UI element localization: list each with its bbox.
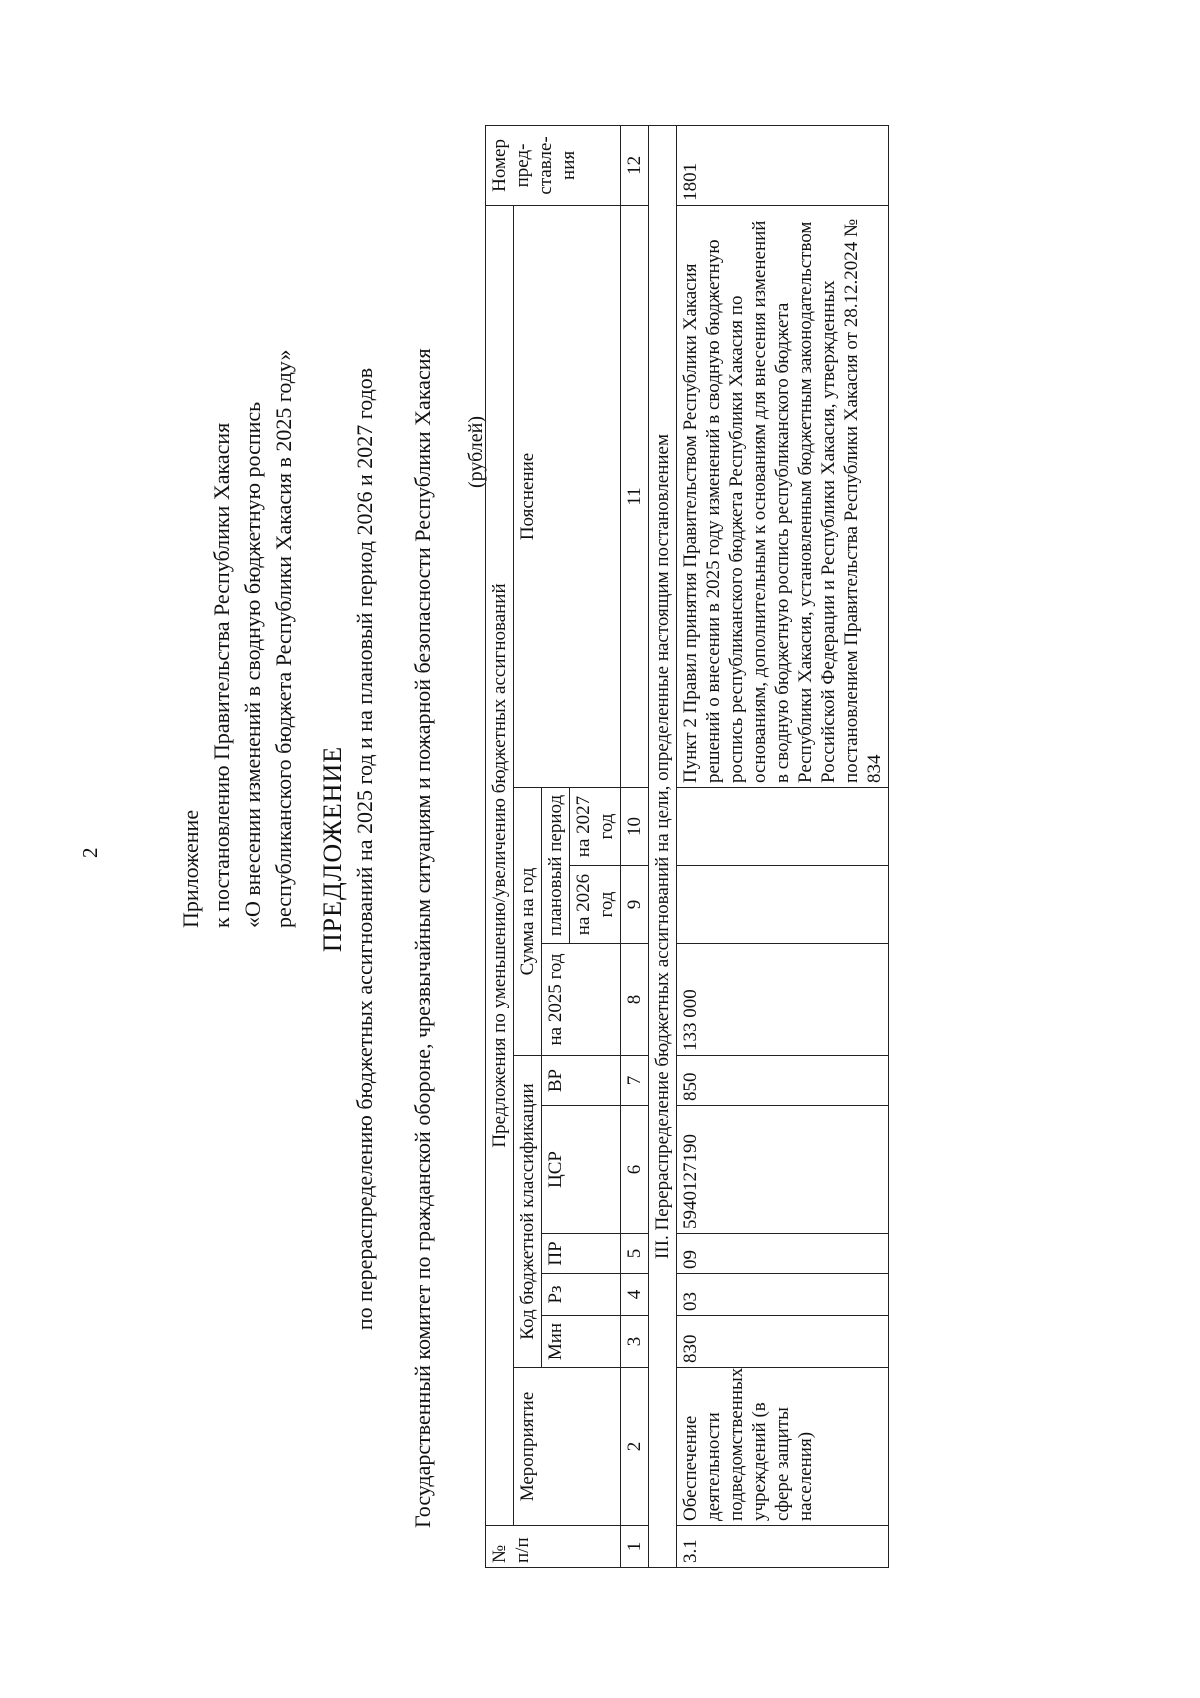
header-vr: ВР bbox=[542, 1056, 621, 1106]
row-pr: 09 bbox=[677, 1234, 889, 1274]
column-number: 11 bbox=[621, 205, 649, 787]
row-event: Обеспечение деятельности подведомственных учреждений (в сфере защиты населения) bbox=[677, 1368, 889, 1526]
header-2026: на 2026 год bbox=[570, 866, 621, 944]
column-number: 3 bbox=[621, 1316, 649, 1368]
table-row bbox=[677, 125, 889, 1567]
header-min: Мин bbox=[542, 1316, 621, 1368]
row-csr: 5940127190 bbox=[677, 1106, 889, 1234]
appendix-line: республиканского бюджета Республики Хакасия в 2025 году» bbox=[271, 349, 296, 928]
appendix-line: к постановлению Правительства Республики Хакасия bbox=[209, 422, 234, 928]
column-number-row bbox=[621, 125, 649, 1567]
column-number: 5 bbox=[621, 1234, 649, 1274]
column-number: 7 bbox=[621, 1056, 649, 1106]
section-title: III. Перераспределение бюджетных ассигнований на цели, определенные настоящим постановлением bbox=[649, 125, 677, 1567]
appendix-line: «О внесении изменений в сводную бюджетную роспись bbox=[240, 401, 265, 928]
header-num: № п/п bbox=[486, 1526, 621, 1568]
column-number: 8 bbox=[621, 944, 649, 1056]
department-name: Государственный комитет по гражданской обороне, чрезвычайным ситуациям и пожарной безопасности Республики Хакасия bbox=[410, 348, 435, 1528]
header-code: Код бюджетной классификации bbox=[514, 1056, 542, 1368]
column-number: 9 bbox=[621, 866, 649, 944]
row-sum-2025: 133 000 bbox=[677, 944, 889, 1056]
header-pr: ПР bbox=[542, 1234, 621, 1274]
header-event: Мероприятие bbox=[514, 1368, 621, 1526]
header-submission: Номер пред-ставле-ния bbox=[486, 125, 621, 205]
document-subtitle: по перераспределению бюджетных ассигнований на 2025 год и на плановый период 2026 и 2027 годов bbox=[352, 367, 377, 1331]
column-number: 6 bbox=[621, 1106, 649, 1234]
row-sum-2026 bbox=[677, 866, 889, 944]
document-title: ПРЕДЛОЖЕНИЕ bbox=[318, 745, 347, 953]
header-2025: на 2025 год bbox=[542, 944, 621, 1056]
header-explanation: Пояснение bbox=[514, 205, 621, 787]
header-plan-period: плановый период bbox=[542, 788, 570, 944]
column-number: 2 bbox=[621, 1368, 649, 1526]
row-rz: 03 bbox=[677, 1274, 889, 1316]
row-submission: 1801 bbox=[677, 125, 889, 205]
header-2027: на 2027 год bbox=[570, 788, 621, 866]
column-number: 4 bbox=[621, 1274, 649, 1316]
header-rz: Рз bbox=[542, 1274, 621, 1316]
table-header-row bbox=[486, 125, 514, 1567]
column-number: 12 bbox=[621, 125, 649, 205]
row-explanation: Пункт 2 Правил принятия Правительством Республики Хакасия решений о внесении в 2025 году изменений в сводную бюджетную роспись республиканского бюджета Республики Хакасия по основаниям, дополнительным к основаниям для внесения изменений в сводную бюджетную роспись республиканского бюджета Республики Хакасия, установленным бюджетным законодательством Российской Федерации и Республики Хакасия, утвержденных постановлением Правительства Республики Хакасия от 28.12.2024 № 834 bbox=[677, 205, 889, 787]
row-min: 830 bbox=[677, 1316, 889, 1368]
header-sum: Сумма на год bbox=[514, 788, 542, 1056]
table-header-row bbox=[514, 125, 542, 1567]
units-label: (рублей) bbox=[465, 415, 487, 488]
header-proposals: Предложения по уменьшению/увеличению бюджетных ассигнований bbox=[486, 205, 514, 1525]
row-num: 3.1 bbox=[677, 1526, 889, 1568]
appendix-line: Приложение bbox=[178, 809, 203, 928]
appendix-block bbox=[175, 350, 299, 928]
column-number: 10 bbox=[621, 788, 649, 866]
header-csr: ЦСР bbox=[542, 1106, 621, 1234]
row-sum-2027 bbox=[677, 788, 889, 866]
row-vr: 850 bbox=[677, 1056, 889, 1106]
section-row bbox=[649, 125, 677, 1567]
page-number: 2 bbox=[78, 847, 102, 858]
budget-table bbox=[485, 125, 889, 1568]
column-number: 1 bbox=[621, 1526, 649, 1568]
